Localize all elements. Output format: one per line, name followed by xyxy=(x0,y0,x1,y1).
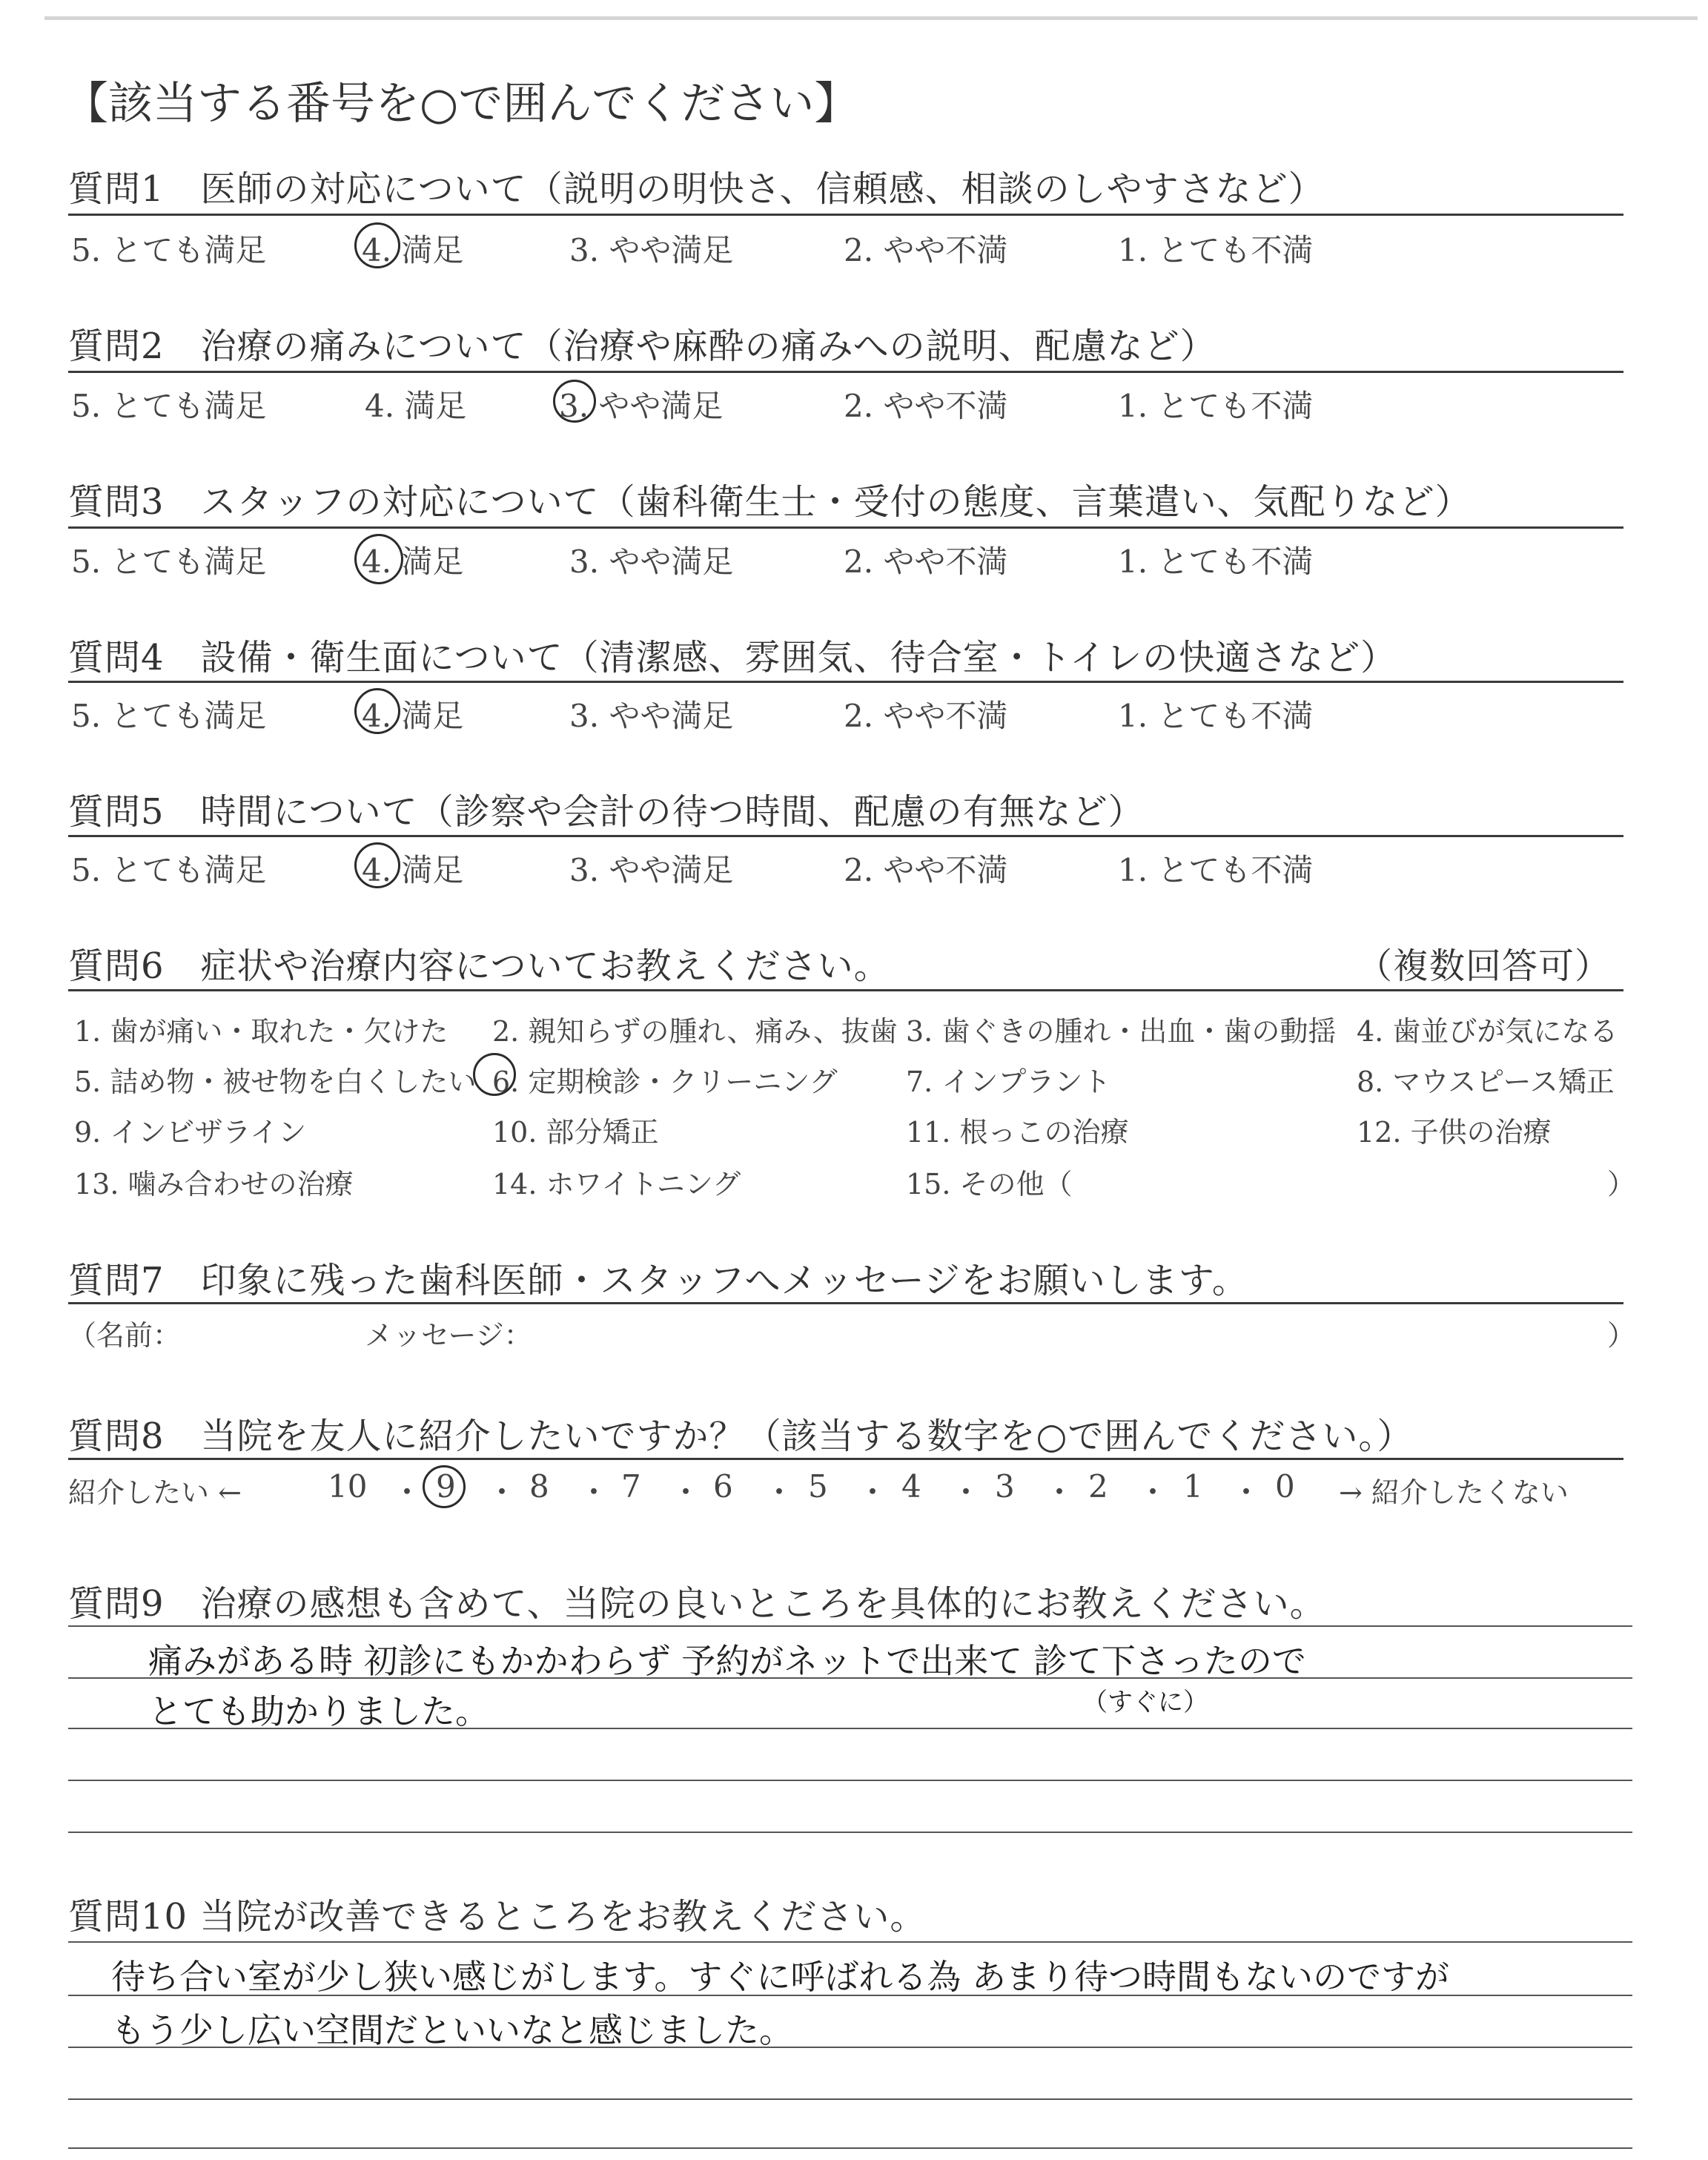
q5-option-4[interactable]: 4. 満足 xyxy=(362,852,464,888)
q9-answer-line-1: 痛みがある時 初診にもかかわらず 予約がネットで出来て 診て下さったので xyxy=(148,1641,1306,1681)
q3-selection-circle xyxy=(354,534,403,584)
q9-answer-insert: （すぐに） xyxy=(1082,1688,1208,1717)
q3-option-2[interactable]: 2. やや不満 xyxy=(844,544,1008,580)
q10-line-5 xyxy=(68,2147,1632,2149)
q7-name-label: （名前： xyxy=(68,1319,182,1352)
q3-divider xyxy=(68,526,1623,529)
q8-scale-5[interactable]: 5 xyxy=(808,1468,828,1505)
q8-scale-7[interactable]: 7 xyxy=(621,1468,641,1505)
q3-option-3[interactable]: 3. やや満足 xyxy=(569,544,734,580)
q6-option-14[interactable]: 14. ホワイトニング xyxy=(492,1168,741,1200)
q6-option-5[interactable]: 5. 詰め物・被せ物を白くしたい xyxy=(74,1066,477,1098)
q9-line-5 xyxy=(68,1832,1632,1833)
q2-option-1[interactable]: 1. とても不満 xyxy=(1118,388,1314,424)
q8-scale-2[interactable]: 2 xyxy=(1088,1468,1108,1505)
q8-scale-8[interactable]: 8 xyxy=(529,1468,549,1505)
q3-option-5[interactable]: 5. とても満足 xyxy=(71,544,267,580)
q10-line-1 xyxy=(68,1941,1632,1943)
q4-option-2[interactable]: 2. やや不満 xyxy=(844,698,1008,734)
q6-multi-answer-note: （複数回答可） xyxy=(1357,945,1612,987)
q9-line-4 xyxy=(68,1780,1632,1781)
q8-scale-dot: ・ xyxy=(391,1474,423,1510)
q8-scale-3[interactable]: 3 xyxy=(995,1468,1015,1505)
q6-title: 質問6 症状や治療内容についてお教えください。 xyxy=(68,945,890,987)
q6-option-15[interactable]: 15. その他（ xyxy=(906,1168,1073,1200)
q8-scale-dot: ・ xyxy=(950,1474,982,1510)
q6-option-2[interactable]: 2. 親知らずの腫れ、痛み、抜歯 xyxy=(492,1015,898,1048)
q7-close-paren: ） xyxy=(1607,1319,1636,1352)
q2-title: 質問2 治療の痛みについて（治療や麻酔の痛みへの説明、配慮など） xyxy=(68,326,1217,367)
q8-scale-dot: ・ xyxy=(857,1474,889,1510)
top-border xyxy=(44,16,1698,20)
q8-right-label: → 紹介したくない xyxy=(1339,1476,1569,1509)
q6-option-8[interactable]: 8. マウスピース矯正 xyxy=(1357,1066,1615,1098)
q8-selection-circle xyxy=(423,1465,466,1508)
q6-option-13[interactable]: 13. 噛み合わせの治療 xyxy=(74,1168,354,1200)
q10-title: 質問10 当院が改善できるところをお教えください。 xyxy=(68,1896,927,1938)
q1-title: 質問1 医師の対応について（説明の明快さ、信頼感、相談のしやすさなど） xyxy=(68,168,1325,210)
q7-divider xyxy=(68,1302,1623,1304)
q6-option-11[interactable]: 11. 根っこの治療 xyxy=(906,1116,1129,1149)
q1-selection-circle xyxy=(354,222,400,268)
q6-option-15-close: ） xyxy=(1607,1168,1636,1200)
q1-divider xyxy=(68,214,1623,216)
q2-option-4[interactable]: 4. 満足 xyxy=(365,388,467,424)
q8-scale-dot: ・ xyxy=(1044,1474,1076,1510)
q5-option-1[interactable]: 1. とても不満 xyxy=(1118,852,1314,888)
q6-divider xyxy=(68,989,1623,991)
q3-title: 質問3 スタッフの対応について（歯科衛生士・受付の態度、言葉遣い、気配りなど） xyxy=(68,481,1472,523)
q8-left-label: 紹介したい ← xyxy=(68,1476,242,1509)
q1-option-1[interactable]: 1. とても不満 xyxy=(1118,232,1314,268)
q6-option-10[interactable]: 10. 部分矯正 xyxy=(492,1116,659,1149)
q8-scale-9[interactable]: 9 xyxy=(436,1468,456,1505)
q8-scale-dot: ・ xyxy=(486,1474,518,1510)
q1-option-5[interactable]: 5. とても満足 xyxy=(71,232,267,268)
q6-option-7[interactable]: 7. インプラント xyxy=(906,1066,1111,1098)
q6-option-1[interactable]: 1. 歯が痛い・取れた・欠けた xyxy=(74,1015,448,1048)
q6-option-4[interactable]: 4. 歯並びが気になる xyxy=(1357,1015,1618,1048)
q2-selection-circle xyxy=(553,380,596,423)
q5-option-5[interactable]: 5. とても満足 xyxy=(71,852,267,888)
q2-option-5[interactable]: 5. とても満足 xyxy=(71,388,267,424)
q4-selection-circle xyxy=(354,688,400,734)
q9-answer-line-2: とても助かりました。 xyxy=(148,1691,489,1731)
q8-scale-1[interactable]: 1 xyxy=(1183,1468,1203,1505)
q10-answer-line-1: 待ち合い室が少し狭い感じがします。すぐに呼ばれる為 あまり待つ時間もないのですが xyxy=(111,1957,1449,1997)
q6-option-12[interactable]: 12. 子供の治療 xyxy=(1357,1116,1552,1149)
q8-title: 質問8 当院を友人に紹介したいですか？（該当する数字を○で囲んでください。） xyxy=(68,1416,1414,1457)
q2-option-2[interactable]: 2. やや不満 xyxy=(844,388,1008,424)
q10-answer-line-2: もう少し広い空間だといいなと感じました。 xyxy=(111,2010,793,2050)
q5-option-2[interactable]: 2. やや不満 xyxy=(844,852,1008,888)
q6-selection-circle xyxy=(473,1053,516,1096)
q8-scale-dot: ・ xyxy=(1231,1474,1262,1510)
q4-divider xyxy=(68,681,1623,683)
q5-title: 質問5 時間について（診察や会計の待つ時間、配慮の有無など） xyxy=(68,791,1145,833)
q6-option-3[interactable]: 3. 歯ぐきの腫れ・出血・歯の動揺 xyxy=(906,1015,1337,1048)
q4-title: 質問4 設備・衛生面について（清潔感、雰囲気、待合室・トイレの快適さなど） xyxy=(68,637,1397,678)
q4-option-3[interactable]: 3. やや満足 xyxy=(569,698,734,734)
q5-option-3[interactable]: 3. やや満足 xyxy=(569,852,734,888)
q9-line-1 xyxy=(68,1625,1632,1627)
q7-message-label: メッセージ： xyxy=(365,1319,532,1352)
q6-option-6[interactable]: 6. 定期検診・クリーニング xyxy=(492,1066,838,1098)
q5-divider xyxy=(68,835,1623,837)
q1-option-2[interactable]: 2. やや不満 xyxy=(844,232,1008,268)
page-heading: 【該当する番号を○で囲んでください】 xyxy=(64,78,859,130)
q4-option-1[interactable]: 1. とても不満 xyxy=(1118,698,1314,734)
q8-scale-0[interactable]: 0 xyxy=(1275,1468,1295,1505)
q2-option-3[interactable]: 3. やや満足 xyxy=(559,388,724,424)
q9-title: 質問9 治療の感想も含めて、当院の良いところを具体的にお教えください。 xyxy=(68,1583,1326,1625)
q8-scale-10[interactable]: 10 xyxy=(328,1468,368,1505)
q8-scale-4[interactable]: 4 xyxy=(901,1468,921,1505)
q4-option-5[interactable]: 5. とても満足 xyxy=(71,698,267,734)
q4-option-4[interactable]: 4. 満足 xyxy=(362,698,464,734)
q8-scale-dot: ・ xyxy=(670,1474,702,1510)
q8-scale-dot: ・ xyxy=(578,1474,610,1510)
q8-divider xyxy=(68,1458,1623,1460)
q8-scale-dot: ・ xyxy=(1137,1474,1169,1510)
q3-option-1[interactable]: 1. とても不満 xyxy=(1118,544,1314,580)
q1-option-3[interactable]: 3. やや満足 xyxy=(569,232,734,268)
q3-option-4[interactable]: 4. 満足 xyxy=(362,544,464,580)
q7-title: 質問7 印象に残った歯科医師・スタッフへメッセージをお願いします。 xyxy=(68,1260,1248,1301)
q10-line-4 xyxy=(68,2098,1632,2100)
q8-scale-dot: ・ xyxy=(764,1474,795,1510)
q1-option-4[interactable]: 4. 満足 xyxy=(362,232,464,268)
q2-divider xyxy=(68,371,1623,373)
q6-option-9[interactable]: 9. インビザライン xyxy=(74,1116,307,1149)
q8-scale-6[interactable]: 6 xyxy=(713,1468,733,1505)
q5-selection-circle xyxy=(354,842,400,888)
